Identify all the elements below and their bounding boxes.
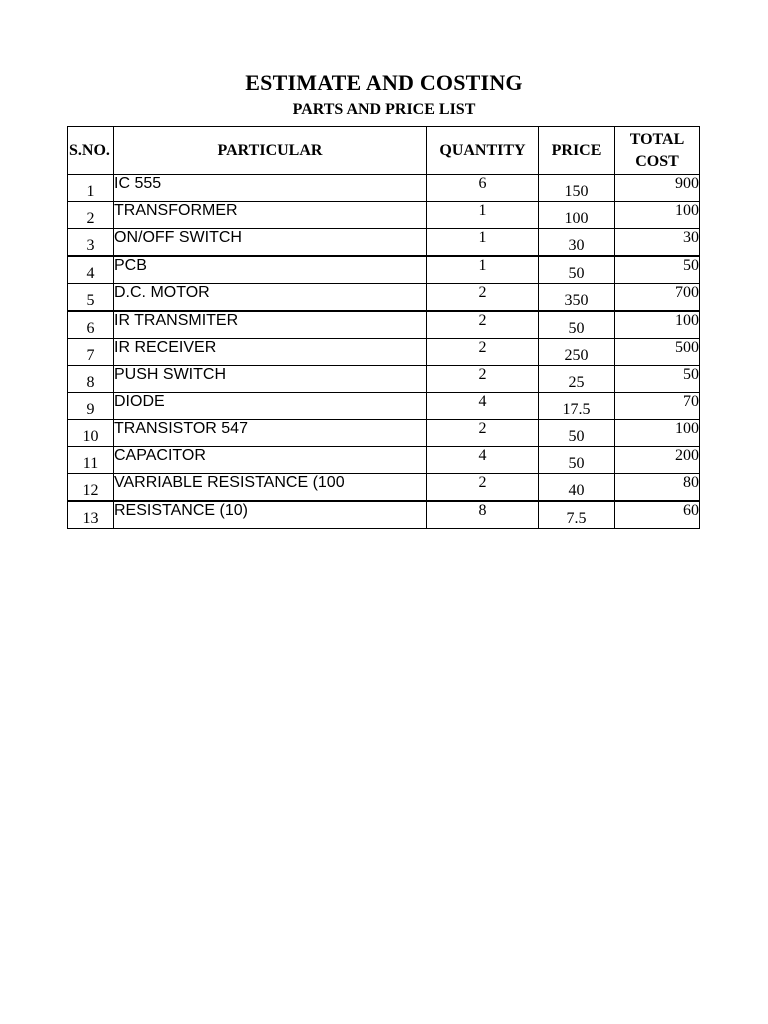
cell-price: 150	[539, 175, 615, 202]
cell-particular: PCB	[114, 256, 427, 284]
cell-total-cost: 100	[615, 420, 700, 447]
table-row	[68, 229, 700, 257]
cell-price: 50	[539, 311, 615, 339]
cell-price: 7.5	[539, 501, 615, 529]
table-row	[68, 366, 700, 393]
cell-particular: D.C. MOTOR	[114, 284, 427, 312]
cell-sno: 5	[68, 284, 114, 312]
cell-total-cost: 100	[615, 311, 700, 339]
cell-quantity: 8	[427, 501, 539, 529]
cell-particular: RESISTANCE (10)	[114, 501, 427, 529]
cell-quantity: 2	[427, 284, 539, 312]
cell-sno: 6	[68, 311, 114, 339]
cell-total-cost: 700	[615, 284, 700, 312]
cell-total-cost: 900	[615, 175, 700, 202]
cell-particular: CAPACITOR	[114, 447, 427, 474]
cell-sno: 13	[68, 501, 114, 529]
cell-sno: 1	[68, 175, 114, 202]
table-row	[68, 501, 700, 529]
cell-price: 30	[539, 229, 615, 257]
cell-total-cost: 100	[615, 202, 700, 229]
cell-price: 50	[539, 447, 615, 474]
table-row	[68, 311, 700, 339]
cell-price: 100	[539, 202, 615, 229]
cell-sno: 3	[68, 229, 114, 257]
parts-price-table	[67, 126, 700, 529]
table-body	[68, 175, 700, 529]
table-row	[68, 339, 700, 366]
column-header-particular: PARTICULAR	[114, 127, 427, 175]
cell-quantity: 2	[427, 474, 539, 502]
cell-price: 50	[539, 256, 615, 284]
cell-particular: IR RECEIVER	[114, 339, 427, 366]
cell-particular: DIODE	[114, 393, 427, 420]
cell-quantity: 4	[427, 393, 539, 420]
column-header-sno: S.NO.	[68, 127, 114, 175]
cell-total-cost: 30	[615, 229, 700, 257]
cell-total-cost: 200	[615, 447, 700, 474]
cell-total-cost: 80	[615, 474, 700, 502]
cell-quantity: 1	[427, 256, 539, 284]
cell-sno: 10	[68, 420, 114, 447]
cell-sno: 4	[68, 256, 114, 284]
cell-particular: VARRIABLE RESISTANCE (100	[114, 474, 427, 502]
table-row	[68, 474, 700, 502]
table-row	[68, 175, 700, 202]
cell-price: 40	[539, 474, 615, 502]
cell-quantity: 2	[427, 311, 539, 339]
cell-sno: 11	[68, 447, 114, 474]
cell-sno: 8	[68, 366, 114, 393]
table-row	[68, 393, 700, 420]
table-row	[68, 256, 700, 284]
cell-particular: ON/OFF SWITCH	[114, 229, 427, 257]
cell-sno: 12	[68, 474, 114, 502]
cell-particular: TRANSISTOR 547	[114, 420, 427, 447]
table-row	[68, 202, 700, 229]
cell-price: 17.5	[539, 393, 615, 420]
cell-sno: 2	[68, 202, 114, 229]
cell-price: 25	[539, 366, 615, 393]
column-header-total-cost: TOTAL COST	[615, 127, 700, 175]
cell-price: 250	[539, 339, 615, 366]
table-row	[68, 284, 700, 312]
document-title: ESTIMATE AND COSTING	[245, 70, 523, 95]
cell-particular: IR TRANSMITER	[114, 311, 427, 339]
cell-quantity: 1	[427, 229, 539, 257]
cell-particular: PUSH SWITCH	[114, 366, 427, 393]
column-header-price: PRICE	[539, 127, 615, 175]
cell-total-cost: 500	[615, 339, 700, 366]
cell-quantity: 1	[427, 202, 539, 229]
cell-sno: 9	[68, 393, 114, 420]
column-header-quantity: QUANTITY	[427, 127, 539, 175]
table-header-row	[68, 127, 700, 175]
cell-particular: TRANSFORMER	[114, 202, 427, 229]
cell-particular: IC 555	[114, 175, 427, 202]
cell-quantity: 4	[427, 447, 539, 474]
cell-total-cost: 50	[615, 366, 700, 393]
document-subtitle: PARTS AND PRICE LIST	[292, 101, 476, 118]
cell-total-cost: 50	[615, 256, 700, 284]
cell-total-cost: 70	[615, 393, 700, 420]
cell-total-cost: 60	[615, 501, 700, 529]
cell-quantity: 6	[427, 175, 539, 202]
cell-price: 50	[539, 420, 615, 447]
cell-sno: 7	[68, 339, 114, 366]
cell-quantity: 2	[427, 339, 539, 366]
table-row	[68, 420, 700, 447]
cell-quantity: 2	[427, 420, 539, 447]
cell-quantity: 2	[427, 366, 539, 393]
cell-price: 350	[539, 284, 615, 312]
table-row	[68, 447, 700, 474]
